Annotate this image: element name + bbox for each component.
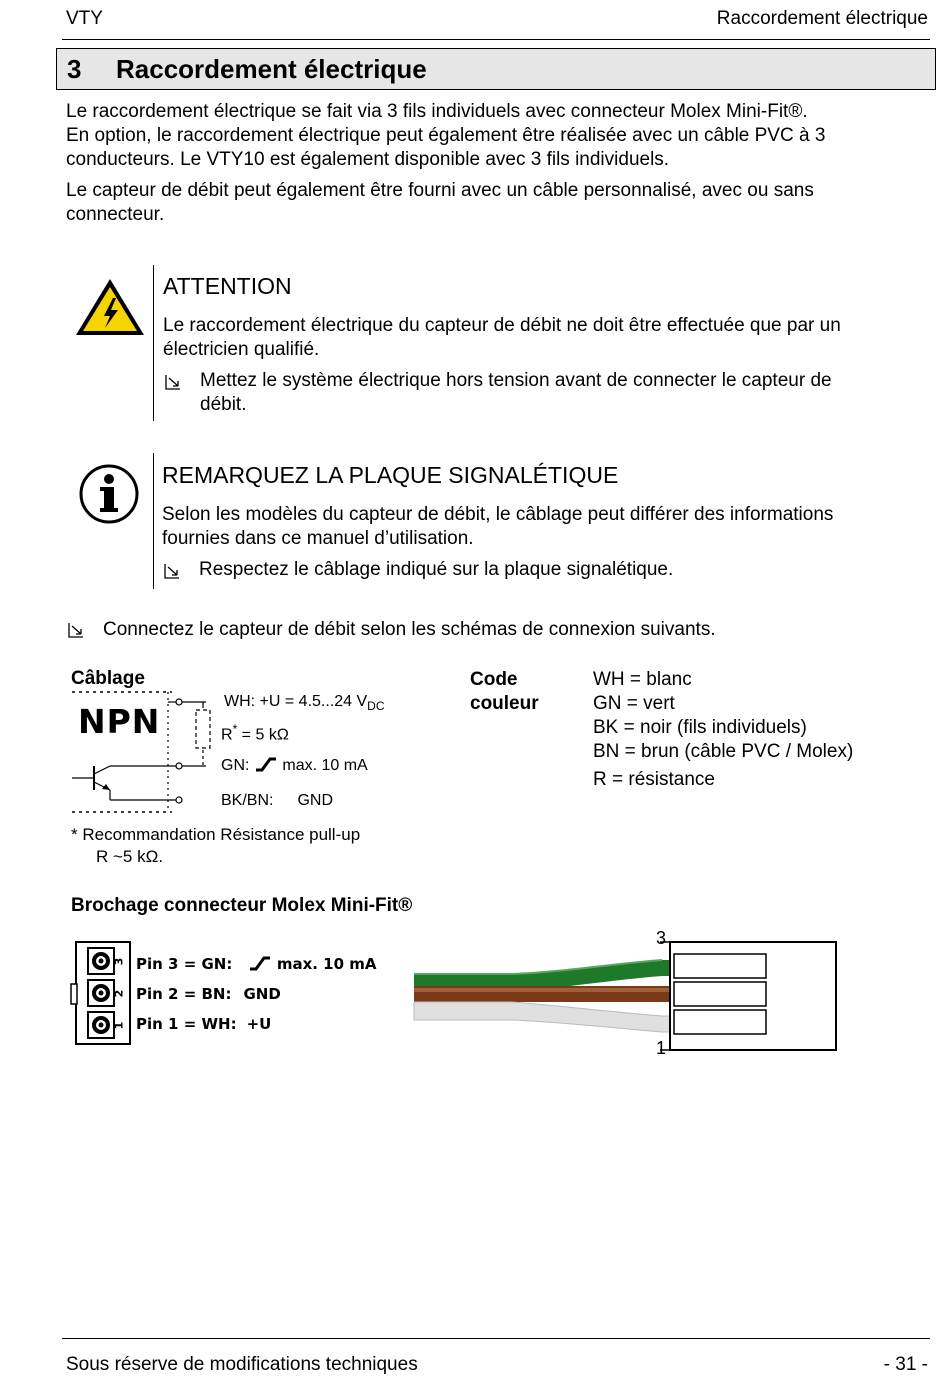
pin-number-1: 1 — [112, 1021, 126, 1030]
attention-text — [163, 314, 923, 362]
notice-step: Respectez le câblage indiqué sur la plaque signalétique. — [199, 559, 674, 580]
npn-label: NPN — [78, 702, 161, 741]
switch-signal-icon — [248, 955, 272, 971]
pin2-label — [136, 985, 281, 1003]
header-product: VTY — [66, 8, 103, 29]
wiring-note-line: * Recommandation Résistance pull-up — [71, 825, 361, 844]
pin1-text: Pin 1 = WH: — [136, 1015, 237, 1033]
pin1-value: +U — [246, 1015, 272, 1033]
pin-number-2: 2 — [112, 989, 126, 998]
attention-line: Le raccordement électrique du capteur de débit ne doit être effectuée que par un — [163, 315, 841, 336]
color-code-item: WH = blanc — [593, 669, 692, 690]
intro-line: Le raccordement électrique se fait via 3 fils individuels avec connecteur Molex Mini-Fit®. — [66, 101, 808, 122]
pin3-label — [136, 955, 377, 973]
notice-bar — [153, 453, 154, 589]
attention-step-line: Mettez le système électrique hors tension avant de connecter le capteur de — [200, 370, 832, 391]
pin-number-3: 3 — [112, 957, 126, 966]
attention-bar — [153, 265, 154, 421]
footer-note: Sous réserve de modifications techniques — [66, 1354, 418, 1375]
wh-text: WH: +U = 4.5...24 V — [224, 693, 368, 710]
color-code-item: R = résistance — [593, 769, 715, 790]
color-code-item: BK = noir (fils individuels) — [593, 717, 807, 738]
notice-line: fournies dans ce manuel d’utilisation. — [162, 528, 474, 549]
page-number: - 31 - — [883, 1354, 928, 1375]
wh-subscript: DC — [367, 699, 385, 714]
bk-label — [221, 792, 333, 810]
color-code-title-line: couleur — [470, 693, 539, 714]
wire-number-top: 3 — [656, 928, 667, 948]
gn-text: GN: — [221, 757, 250, 774]
gn-label — [221, 756, 368, 775]
wiring-note-line: R ~5 kΩ. — [96, 847, 164, 866]
color-code-item: BN = brun (câble PVC / Molex) — [593, 741, 854, 762]
color-code-item: GN = vert — [593, 693, 675, 714]
notice-title: REMARQUEZ LA PLAQUE SIGNALÉTIQUE — [162, 462, 619, 488]
intro-line: connecteur. — [66, 204, 165, 225]
header-chapter: Raccordement électrique — [716, 8, 928, 29]
bk-value: GND — [297, 792, 334, 809]
wiring-title: Câblage — [71, 668, 145, 689]
wh-label — [224, 693, 385, 713]
attention-step-line: débit. — [200, 394, 247, 415]
cable-connector-illustration — [412, 936, 840, 1060]
section-number: 3 — [67, 54, 82, 84]
attention-step — [200, 369, 920, 417]
notice-line: Selon les modèles du capteur de débit, le câblage peut différer des informations — [162, 504, 834, 525]
intro-line: conducteurs. Le VTY10 est également disponible avec 3 fils individuels. — [66, 149, 670, 170]
info-icon — [78, 463, 140, 525]
wiring-note — [71, 824, 360, 868]
pin3-text: Pin 3 = GN: — [136, 955, 233, 973]
pin2-value: GND — [243, 985, 281, 1003]
bk-text: BK/BN: — [221, 792, 274, 809]
r-text: R — [221, 726, 233, 744]
section-title: Raccordement électrique — [116, 54, 427, 84]
color-code-list — [593, 668, 853, 792]
notice-text — [162, 503, 922, 551]
electrical-warning-icon — [74, 276, 146, 338]
attention-title: ATTENTION — [163, 273, 292, 299]
intro-line: En option, le raccordement électrique peut également être réalisée avec un câble PVC à 3 — [66, 125, 826, 146]
header-divider — [62, 39, 930, 40]
molex-title: Brochage connecteur Molex Mini-Fit® — [71, 895, 413, 916]
intro-paragraph-1 — [66, 100, 926, 172]
footer-divider — [62, 1338, 930, 1339]
pin2-text: Pin 2 = BN: — [136, 985, 232, 1003]
wire-number-bottom: 1 — [656, 1038, 667, 1058]
switch-signal-icon — [254, 756, 278, 772]
gn-value: max. 10 mA — [282, 757, 368, 774]
pin1-label — [136, 1015, 271, 1033]
hand-arrow-icon — [66, 620, 86, 640]
r-superscript: * — [232, 722, 238, 736]
intro-line: Le capteur de débit peut également être fourni avec un câble personnalisé, avec ou sans — [66, 180, 814, 201]
instruction-text: Connectez le capteur de débit selon les schémas de connexion suivants. — [103, 619, 716, 640]
section-heading — [56, 48, 936, 90]
attention-line: électricien qualifié. — [163, 339, 320, 360]
resistor-label — [221, 722, 289, 744]
color-code-title-line: Code — [470, 669, 518, 690]
intro-paragraph-2 — [66, 179, 926, 227]
hand-arrow-icon — [162, 561, 182, 581]
r-value: = 5 kΩ — [237, 726, 289, 744]
color-code-title — [470, 668, 539, 716]
hand-arrow-icon — [163, 372, 183, 392]
pin3-value: max. 10 mA — [276, 955, 377, 973]
